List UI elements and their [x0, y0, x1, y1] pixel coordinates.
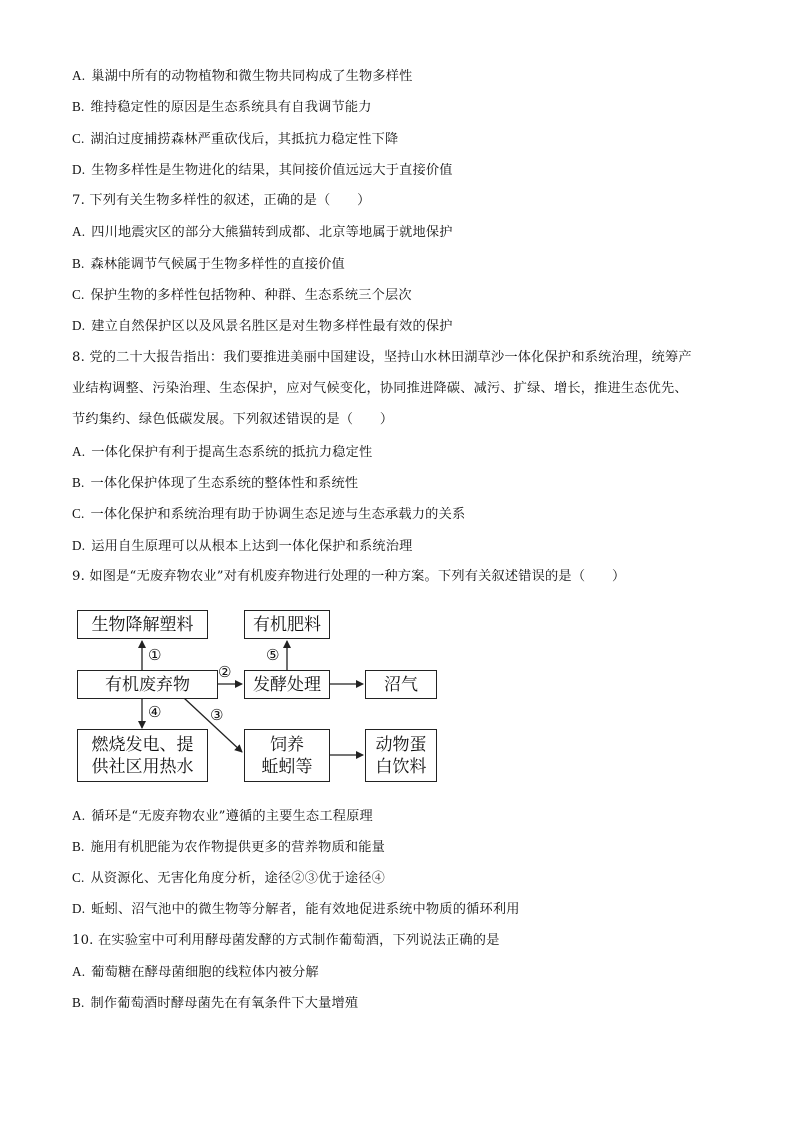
q8-option-a: A. 一体化保护有利于提高生态系统的抵抗力稳定性 — [72, 444, 373, 460]
box-fermentation: 发酵处理 — [244, 670, 330, 699]
q8-option-b: B. 一体化保护体现了生态系统的整体性和系统性 — [72, 475, 359, 491]
marker-1: ① — [148, 646, 162, 664]
q7-option-c: C. 保护生物的多样性包括物种、种群、生态系统三个层次 — [72, 287, 412, 303]
option-d: D. 生物多样性是生物进化的结果，其间接价值远远大于直接价值 — [72, 162, 453, 178]
q9-stem: 9. 如图是“无废弃物农业”对有机废弃物进行处理的一种方案。下列有关叙述错误的是（ ） — [72, 569, 626, 584]
q8-option-d: D. 运用自生原理可以从根本上达到一体化保护和系统治理 — [72, 538, 413, 554]
q7-option-a: A. 四川地震灾区的部分大熊猫转到成都、北京等地属于就地保护 — [72, 224, 453, 240]
q9-option-a: A. 循环是“无废弃物农业”遵循的主要生态工程原理 — [72, 808, 373, 824]
box-raise-earthworms: 饲养 蚯蚓等 — [244, 729, 330, 782]
marker-5: ⑤ — [266, 646, 280, 664]
q10-option-a: A. 葡萄糖在酵母菌细胞的线粒体内被分解 — [72, 964, 319, 980]
q9-option-b: B. 施用有机肥能为农作物提供更多的营养物质和能量 — [72, 839, 386, 855]
q8-stem-line-1: 8. 党的二十大报告指出：我们要推进美丽中国建设，坚持山水林田湖草沙一体化保护和系统治理，统筹产 — [72, 350, 692, 365]
q10-stem: 10. 在实验室中可利用酵母菌发酵的方式制作葡萄酒，下列说法正确的是 — [72, 933, 500, 948]
box-organic-waste: 有机废弃物 — [77, 670, 218, 699]
box-biogas: 沼气 — [365, 670, 437, 699]
q8-stem-line-2: 业结构调整、污染治理、生态保护，应对气候变化，协同推进降碳、减污、扩绿、增长，推进生态优先、 — [72, 381, 688, 396]
q10-option-b: B. 制作葡萄酒时酵母菌先在有氧条件下大量增殖 — [72, 995, 359, 1011]
option-a: A. 巢湖中所有的动物植物和微生物共同构成了生物多样性 — [72, 68, 413, 84]
box-burn-power: 燃烧发电、提 供社区用热水 — [77, 729, 208, 782]
option-c: C. 湖泊过度捕捞森林严重砍伐后，其抵抗力稳定性下降 — [72, 131, 399, 147]
q7-option-d: D. 建立自然保护区以及风景名胜区是对生物多样性最有效的保护 — [72, 318, 453, 334]
q7-option-b: B. 森林能调节气候属于生物多样性的直接价值 — [72, 256, 345, 272]
box-biodegradable-plastic: 生物降解塑料 — [77, 610, 208, 639]
q9-option-c: C. 从资源化、无害化角度分析，途径②③优于途径④ — [72, 870, 386, 886]
q8-option-c: C. 一体化保护和系统治理有助于协调生态足迹与生态承载力的关系 — [72, 506, 466, 522]
marker-2: ② — [218, 663, 232, 681]
q7-stem: 7. 下列有关生物多样性的叙述，正确的是（ ） — [72, 193, 371, 208]
q8-stem-line-3: 节约集约、绿色低碳发展。下列叙述错误的是（ ） — [72, 412, 394, 427]
option-b: B. 维持稳定性的原因是生态系统具有自我调节能力 — [72, 99, 372, 115]
marker-3: ③ — [210, 706, 224, 724]
q9-option-d: D. 蚯蚓、沼气池中的微生物等分解者，能有效地促进系统中物质的循环利用 — [72, 901, 520, 917]
box-animal-protein: 动物蛋 白饮料 — [365, 729, 437, 782]
box-organic-fertilizer: 有机肥料 — [244, 610, 330, 639]
marker-4: ④ — [148, 703, 162, 721]
waste-processing-diagram — [72, 602, 452, 792]
